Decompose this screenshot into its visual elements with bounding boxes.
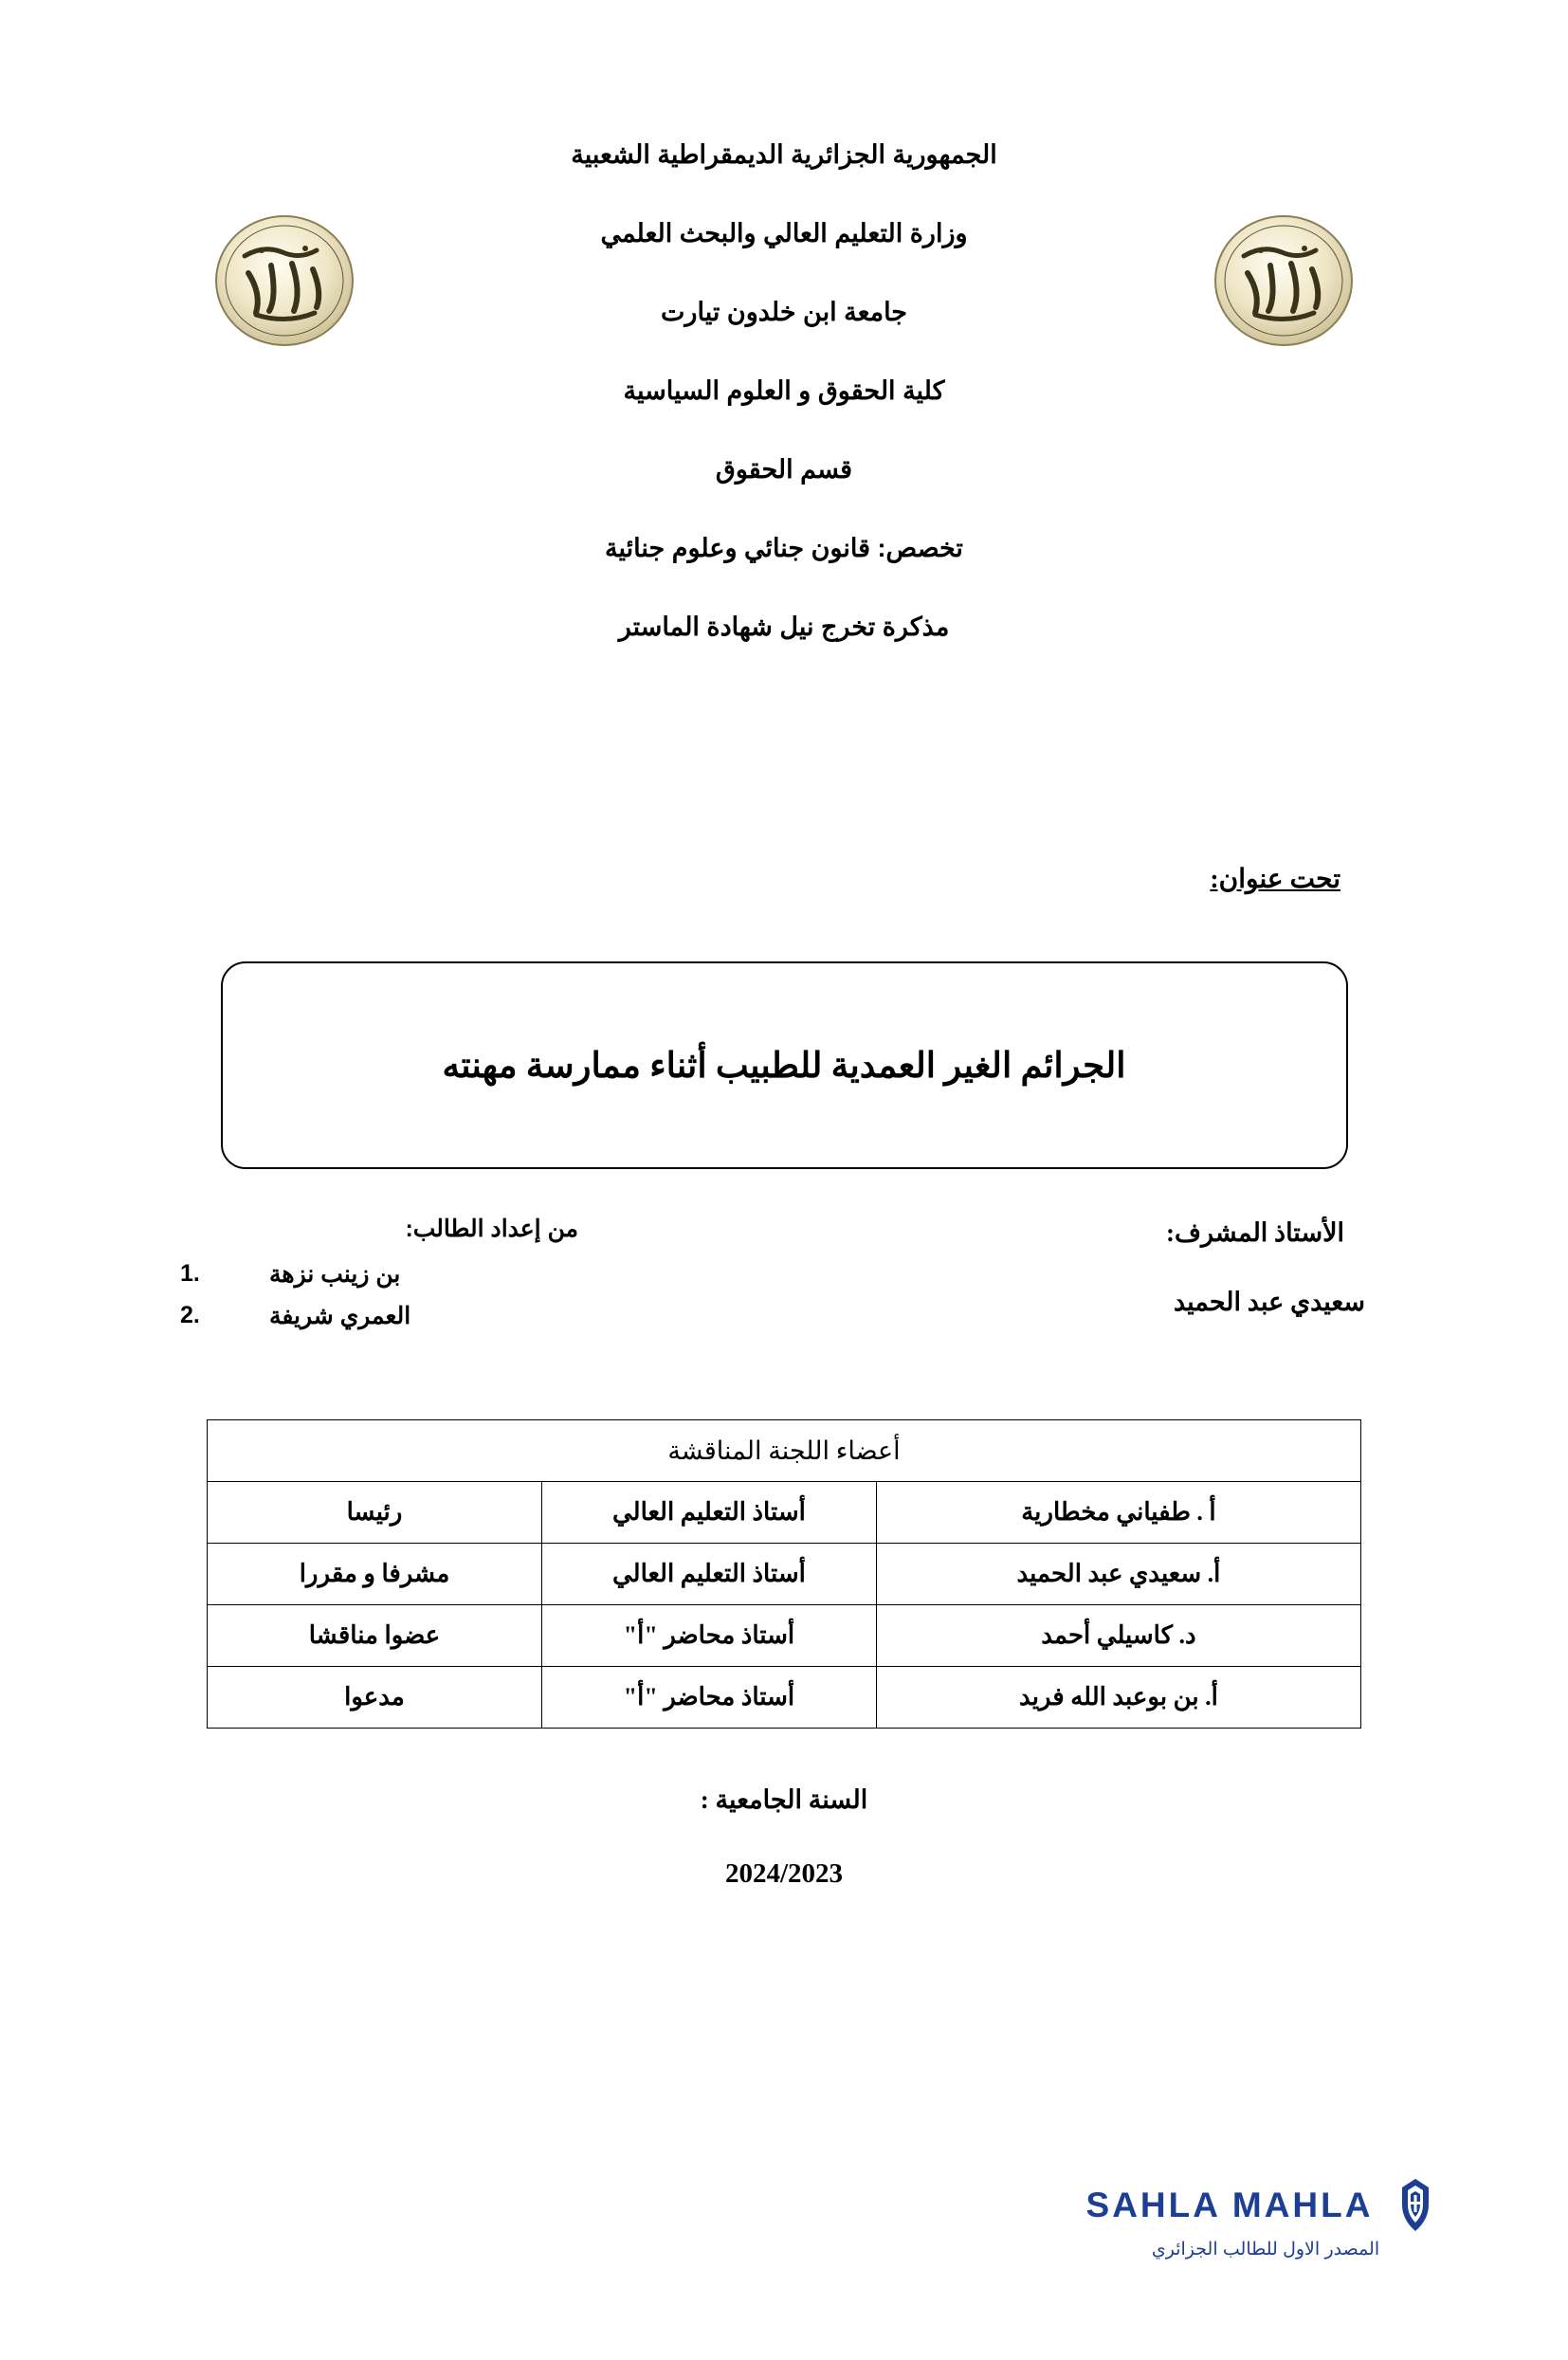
jury-member-role: رئيسا (208, 1482, 542, 1544)
watermark-subtitle: المصدر الاول للطالب الجزائري (1151, 2240, 1380, 2259)
jury-member-rank: أستاذ محاضر "أ" (541, 1667, 876, 1729)
jury-member-name: أ. بن بوعبد الله فريد (876, 1667, 1360, 1729)
university-logo-left (190, 209, 379, 353)
document-header (0, 142, 1568, 863)
list-item (180, 1260, 546, 1289)
table-row (208, 1420, 1361, 1482)
supervisor-block (1075, 1215, 1435, 1317)
thesis-title: الجرائم الغير العمدية للطبيب أثناء ممارسة مهنته (442, 1046, 1126, 1086)
header-line-specialty: تخصص: قانون جنائي وعلوم جنائية (605, 534, 963, 562)
document-page (0, 142, 1568, 2360)
under-title-label (1210, 863, 1340, 895)
jury-member-role: عضوا مناقشا (208, 1605, 542, 1667)
university-logo-right (1189, 209, 1378, 353)
watermark-text: SAHLA MAHLA (1085, 2186, 1374, 2224)
header-line-university: جامعة ابن خلدون تيارت (661, 298, 907, 326)
jury-member-name: أ. سعيدي عبد الحميد (876, 1544, 1360, 1605)
students-block (180, 1215, 578, 1344)
student-name: العمري شريفة (269, 1303, 411, 1329)
table-row (208, 1667, 1361, 1729)
header-line-degree: مذكرة تخرج نيل شهادة الماستر (618, 613, 950, 641)
watermark-row (1038, 2176, 1493, 2235)
table-row (208, 1482, 1361, 1544)
jury-member-role: مشرفا و مقررا (208, 1544, 542, 1605)
student-number: 1. (180, 1260, 200, 1287)
jury-heading: أعضاء اللجنة المناقشة (208, 1420, 1361, 1482)
authors-and-supervisor (0, 1215, 1568, 1344)
header-line-ministry: وزارة التعليم العالي والبحث العلمي (600, 219, 968, 247)
jury-table (207, 1419, 1361, 1729)
watermark (1038, 2176, 1493, 2260)
header-line-country: الجمهورية الجزائرية الديمقراطية الشعبية (571, 140, 997, 169)
jury-member-rank: أستاذ محاضر "أ" (541, 1605, 876, 1667)
jury-member-name: أ . طفياني مخطارية (876, 1482, 1360, 1544)
students-label: من إعداد الطالب: (405, 1216, 578, 1242)
student-number: 2. (180, 1302, 200, 1328)
header-line-department: قسم الحقوق (715, 455, 853, 484)
table-row (208, 1544, 1361, 1605)
list-item (180, 1302, 546, 1330)
jury-table-wrapper (207, 1419, 1361, 1729)
jury-member-rank: أستاذ التعليم العالي (541, 1544, 876, 1605)
table-row (208, 1605, 1361, 1667)
academic-year-value: 2024/2023 (724, 1858, 844, 1889)
students-list (180, 1260, 578, 1330)
sahla-mahla-logo-icon (1386, 2176, 1445, 2235)
academic-year-block (0, 1785, 1568, 1890)
thesis-title-box (221, 961, 1348, 1169)
supervisor-label: الأستاذ المشرف: (1166, 1218, 1344, 1247)
jury-member-name: د. كاسيلي أحمد (876, 1605, 1360, 1667)
jury-member-role: مدعوا (208, 1667, 542, 1729)
under-title-row (0, 863, 1568, 895)
student-name: بن زينب نزهة (269, 1261, 401, 1288)
header-line-faculty: كلية الحقوق و العلوم السياسية (623, 376, 945, 405)
supervisor-name: سعيدي عبد الحميد (1173, 1288, 1366, 1316)
academic-year-label: السنة الجامعية : (700, 1785, 868, 1814)
under-title-text: تحت عنوان: (1210, 865, 1340, 894)
jury-member-rank: أستاذ التعليم العالي (541, 1482, 876, 1544)
